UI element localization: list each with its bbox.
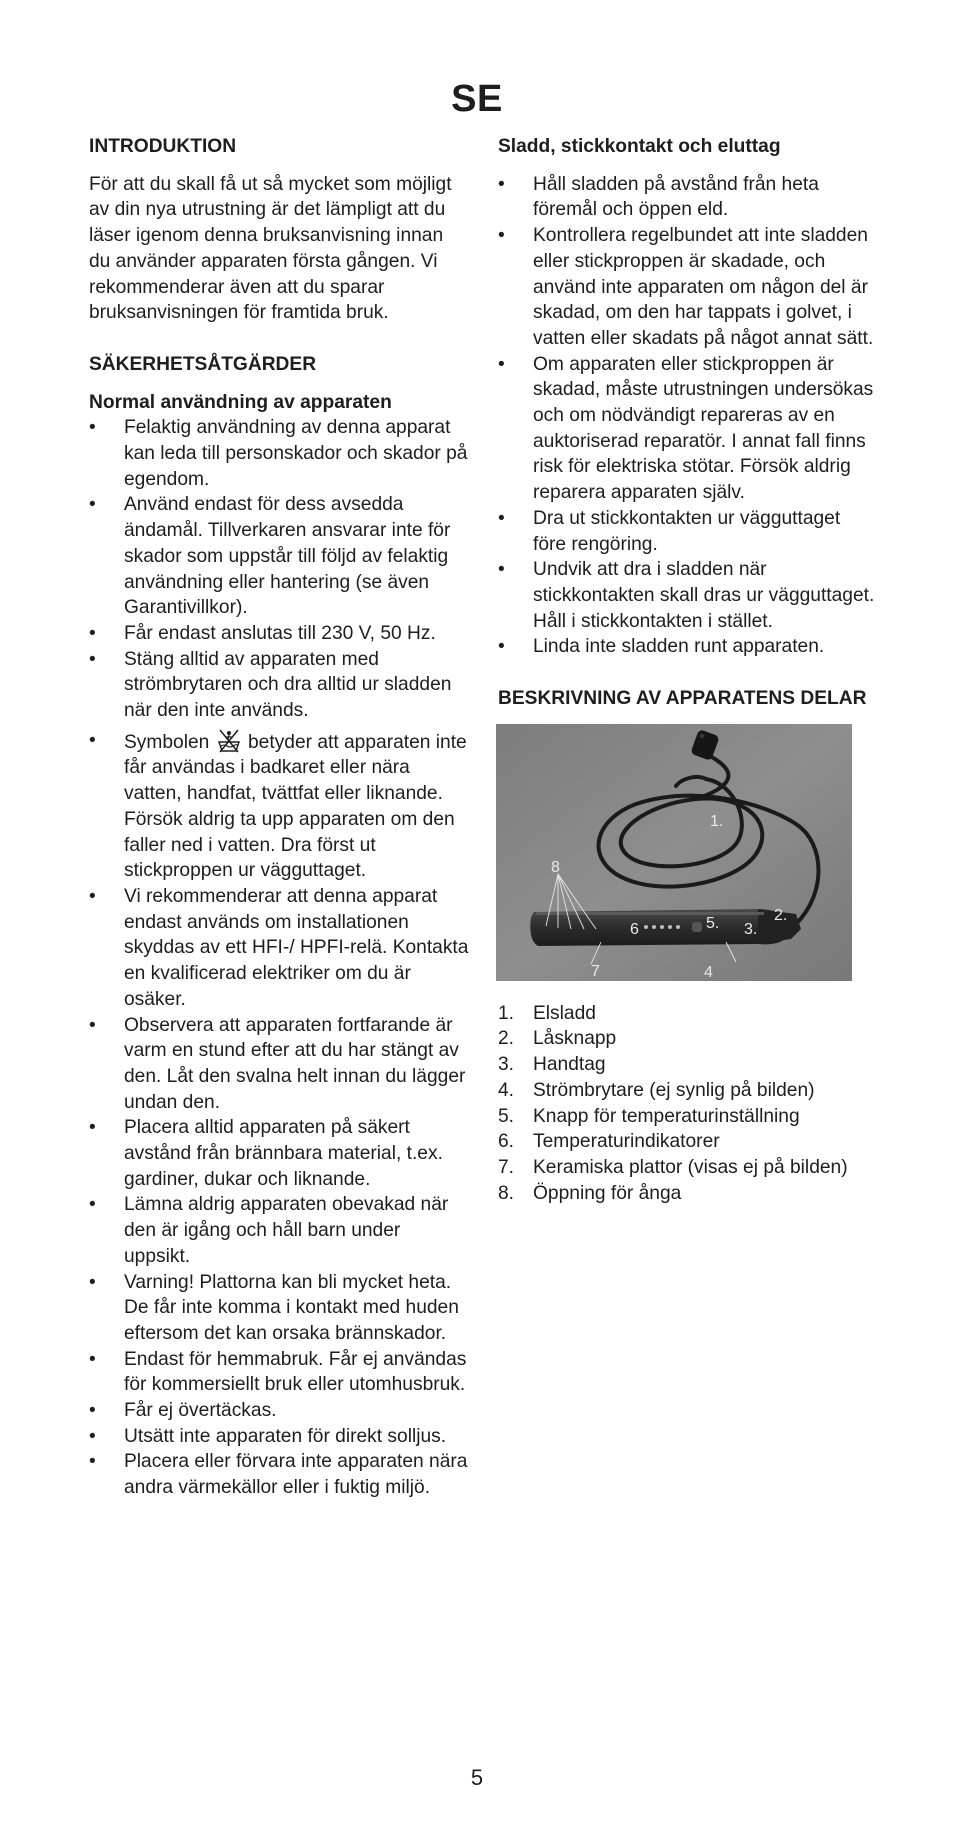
list-item: • Stäng alltid av apparaten med strömbrytaren och dra alltid ur sladden när den inte används. — [89, 647, 469, 724]
intro-text: För att du skall få ut så mycket som möjligt av din nya utrustning är det lämpligt att du läser igenom denna bruksanvisning innan du använder apparaten första gången. Vi rekommenderar även att du sparar bruksanvisningen för framtida bruk. — [89, 173, 452, 324]
list-item: • Vi rekommenderar att denna apparat endast används om installationen skyddas av ett HFI-/ HPFI-relä. Kontakta en kvalificerad elektriker om du är osäker. — [89, 884, 469, 1013]
photo-label-2: 2. — [774, 906, 788, 924]
photo-label-3: 3. — [744, 920, 758, 938]
product-photo — [496, 724, 852, 981]
photo-label-5: 5. — [706, 914, 720, 932]
symbol-pre-text: Symbolen — [124, 731, 210, 753]
list-item: • Varning! Plattorna kan bli mycket heta. De får inte komma i kontakt med huden eftersom det kan orsaka brännskador. — [89, 1270, 469, 1347]
list-item: • Dra ut stickkontakten ur vägguttaget före rengöring. — [498, 506, 878, 557]
photo-label-6: 6 — [630, 920, 639, 938]
list-item: • Linda inte sladden runt apparaten. — [498, 634, 878, 660]
photo-label-4: 4 — [704, 963, 713, 981]
language-title: SE — [451, 78, 503, 120]
list-item-symbol — [89, 728, 469, 884]
no-bath-water-icon — [217, 728, 241, 754]
intro-heading: INTRODUKTION — [89, 136, 237, 157]
right-column — [498, 134, 878, 1206]
part-item: 6. Temperaturindikatorer — [498, 1131, 720, 1153]
part-item: 2. Låsknapp — [498, 1028, 617, 1050]
list-item: • Placera alltid apparaten på säkert avstånd från brännbara material, t.ex. gardiner, dukar och liknande. — [89, 1115, 469, 1192]
list-item: • Lämna aldrig apparaten obevakad när den är igång och håll barn under uppsikt. — [89, 1192, 469, 1269]
part-item: 5. Knapp för temperaturinställning — [498, 1105, 800, 1127]
list-item: • Använd endast för dess avsedda ändamål. Tillverkaren ansvarar inte för skador som uppstår till följd av felaktig användning eller hantering (se även Garantivillkor). — [89, 492, 469, 621]
list-item: • Placera eller förvara inte apparaten nära andra värmekällor eller i fuktig miljö. — [89, 1449, 469, 1500]
cord-list — [498, 172, 878, 660]
parts-heading: BESKRIVNING AV APPARATENS DELAR — [498, 688, 867, 710]
page-number: 5 — [470, 1765, 484, 1790]
part-item: 8. Öppning för ånga — [498, 1182, 682, 1204]
list-item: • Får endast anslutas till 230 V, 50 Hz. — [89, 621, 469, 647]
list-item: • Observera att apparaten fortfarande är varm en stund efter att du har stängt av den. Låt den svalna helt innan du lägger undan den. — [89, 1013, 469, 1116]
part-item: 7. Keramiska plattor (visas ej på bilden) — [498, 1156, 848, 1178]
left-column — [89, 134, 469, 1501]
list-item: • Om apparaten eller stickproppen är skadad, måste utrustningen undersökas och om nödvändigt repareras av en auktoriserad reparatör. I annat fall finns risk för elektriska stötar. Försök aldrig reparera apparaten själv. — [498, 352, 878, 506]
list-item: • Undvik att dra i sladden när stickkontakten skall dras ur vägguttaget. Håll i stickkontakten i stället. — [498, 557, 878, 634]
cord-heading: Sladd, stickkontakt och eluttag — [498, 136, 781, 157]
list-item: • Håll sladden på avstånd från heta föremål och öppen eld. — [498, 172, 878, 223]
symbol-post-text: betyder att apparaten inte får användas i badkaret eller nära vatten, handfat, tvättfat eller liknande. Försök aldrig ta upp apparaten om den faller ned i vatten. Dra först ut stickproppen ur vägguttaget. — [124, 731, 467, 882]
normal-use-heading: Normal användning av apparaten — [89, 391, 392, 413]
part-item: 4. Strömbrytare (ej synlig på bilden) — [498, 1079, 815, 1101]
part-item: 1. Elsladd — [498, 1002, 596, 1024]
photo-label-1: 1. — [710, 812, 724, 830]
normal-use-list — [89, 415, 469, 1501]
part-item: 3. Handtag — [498, 1054, 606, 1076]
photo-label-7: 7 — [591, 962, 600, 980]
safety-heading: SÄKERHETSÅTGÄRDER — [89, 353, 317, 375]
list-item: • Utsätt inte apparaten för direkt solljus. — [89, 1424, 469, 1450]
list-item: • Endast för hemmabruk. Får ej användas för kommersiellt bruk eller utomhusbruk. — [89, 1347, 469, 1398]
list-item: • Får ej övertäckas. — [89, 1398, 469, 1424]
photo-label-8: 8 — [551, 858, 560, 876]
parts-list — [498, 1001, 878, 1207]
list-item: • Kontrollera regelbundet att inte sladden eller stickproppen är skadade, och använd inte apparaten om någon del är skadad, om den har tappats i golvet, i vatten eller skadats på något annat sätt. — [498, 223, 878, 352]
list-item: • Felaktig användning av denna apparat kan leda till personskador och skador på egendom. — [89, 415, 469, 492]
